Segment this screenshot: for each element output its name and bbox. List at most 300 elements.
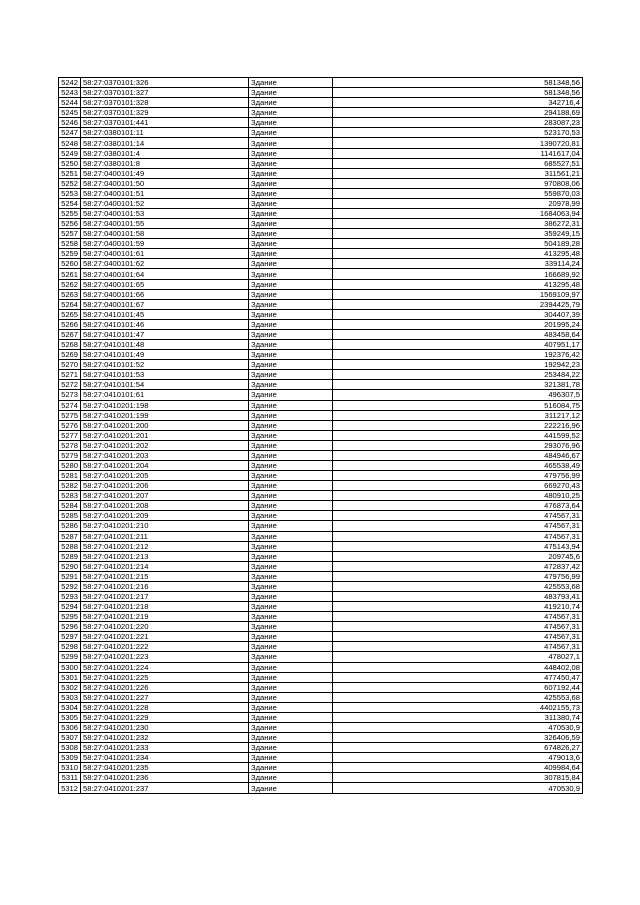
table-row	[59, 642, 583, 652]
row-number-cell: 5267	[59, 329, 81, 339]
object-type-cell: Здание	[249, 763, 333, 773]
object-type-cell: Здание	[249, 138, 333, 148]
row-number-cell: 5312	[59, 783, 81, 793]
table-row	[59, 652, 583, 662]
cadastral-value-cell: 465538,49	[333, 460, 583, 470]
cadastral-value-cell: 311217,12	[333, 410, 583, 420]
table-row	[59, 783, 583, 793]
row-number-cell: 5311	[59, 773, 81, 783]
cadastral-value-cell: 476873,64	[333, 501, 583, 511]
object-type-cell: Здание	[249, 622, 333, 632]
row-number-cell: 5275	[59, 410, 81, 420]
cadastral-number-cell: 58:27:0410201:226	[81, 682, 249, 692]
table-row	[59, 98, 583, 108]
cadastral-value-cell: 607192,44	[333, 682, 583, 692]
object-type-cell: Здание	[249, 400, 333, 410]
object-type-cell: Здание	[249, 460, 333, 470]
cadastral-value-cell: 474567,31	[333, 632, 583, 642]
row-number-cell: 5293	[59, 591, 81, 601]
cadastral-value-cell: 474567,31	[333, 531, 583, 541]
row-number-cell: 5283	[59, 491, 81, 501]
row-number-cell: 5284	[59, 501, 81, 511]
cadastral-number-cell: 58:27:0380101:4	[81, 148, 249, 158]
cadastral-value-cell: 496307,5	[333, 390, 583, 400]
cadastral-value-cell: 413295,48	[333, 279, 583, 289]
table-row	[59, 712, 583, 722]
cadastral-value-cell: 326406,59	[333, 733, 583, 743]
table-row	[59, 118, 583, 128]
object-type-cell: Здание	[249, 743, 333, 753]
table-row	[59, 561, 583, 571]
cadastral-number-cell: 58:27:0410201:201	[81, 430, 249, 440]
cadastral-number-cell: 58:27:0380101:8	[81, 158, 249, 168]
row-number-cell: 5248	[59, 138, 81, 148]
cadastral-value-cell: 448402,08	[333, 662, 583, 672]
object-type-cell: Здание	[249, 501, 333, 511]
object-type-cell: Здание	[249, 581, 333, 591]
cadastral-number-cell: 58:27:0410201:209	[81, 511, 249, 521]
cadastral-value-cell: 419210,74	[333, 602, 583, 612]
cadastral-value-cell: 386272,31	[333, 219, 583, 229]
cadastral-number-cell: 58:27:0410201:213	[81, 551, 249, 561]
cadastral-value-cell: 516084,75	[333, 400, 583, 410]
table-row	[59, 198, 583, 208]
cadastral-value-cell: 475143,94	[333, 541, 583, 551]
row-number-cell: 5297	[59, 632, 81, 642]
table-row	[59, 410, 583, 420]
table-row	[59, 581, 583, 591]
cadastral-number-cell: 58:27:0410201:235	[81, 763, 249, 773]
cadastral-value-cell: 311561,21	[333, 168, 583, 178]
table-row	[59, 370, 583, 380]
cadastral-number-cell: 58:27:0410201:227	[81, 692, 249, 702]
object-type-cell: Здание	[249, 289, 333, 299]
object-type-cell: Здание	[249, 380, 333, 390]
cadastral-number-cell: 58:27:0410101:53	[81, 370, 249, 380]
cadastral-value-cell: 480910,25	[333, 491, 583, 501]
table-row	[59, 571, 583, 581]
row-number-cell: 5254	[59, 198, 81, 208]
cadastral-number-cell: 58:27:0410101:48	[81, 340, 249, 350]
cadastral-number-cell: 58:27:0410201:204	[81, 460, 249, 470]
object-type-cell: Здание	[249, 531, 333, 541]
table-row	[59, 219, 583, 229]
cadastral-value-cell: 283087,23	[333, 118, 583, 128]
cadastral-number-cell: 58:27:0410201:215	[81, 571, 249, 581]
cadastral-value-cell: 474567,31	[333, 511, 583, 521]
table-row	[59, 632, 583, 642]
cadastral-number-cell: 58:27:0410201:198	[81, 400, 249, 410]
object-type-cell: Здание	[249, 78, 333, 88]
cadastral-value-cell: 474567,31	[333, 521, 583, 531]
table-row	[59, 279, 583, 289]
cadastral-number-cell: 58:27:0410201:230	[81, 723, 249, 733]
row-number-cell: 5296	[59, 622, 81, 632]
object-type-cell: Здание	[249, 88, 333, 98]
cadastral-number-cell: 58:27:0400101:61	[81, 249, 249, 259]
table-row	[59, 138, 583, 148]
cadastral-value-cell: 209745,6	[333, 551, 583, 561]
cadastral-value-cell: 674826,27	[333, 743, 583, 753]
object-type-cell: Здание	[249, 541, 333, 551]
row-number-cell: 5249	[59, 148, 81, 158]
object-type-cell: Здание	[249, 440, 333, 450]
cadastral-number-cell: 58:27:0410201:208	[81, 501, 249, 511]
cadastral-number-cell: 58:27:0410201:237	[81, 783, 249, 793]
row-number-cell: 5280	[59, 460, 81, 470]
row-number-cell: 5279	[59, 450, 81, 460]
cadastral-number-cell: 58:27:0370101:327	[81, 88, 249, 98]
cadastral-value-cell: 470530,9	[333, 723, 583, 733]
table-row	[59, 511, 583, 521]
cadastral-number-cell: 58:27:0410201:232	[81, 733, 249, 743]
table-row	[59, 340, 583, 350]
cadastral-value-cell: 474567,31	[333, 622, 583, 632]
object-type-cell: Здание	[249, 783, 333, 793]
row-number-cell: 5290	[59, 561, 81, 571]
object-type-cell: Здание	[249, 420, 333, 430]
cadastral-number-cell: 58:27:0410201:202	[81, 440, 249, 450]
row-number-cell: 5305	[59, 712, 81, 722]
table-row	[59, 108, 583, 118]
row-number-cell: 5262	[59, 279, 81, 289]
table-row	[59, 481, 583, 491]
cadastral-number-cell: 58:27:0410201:218	[81, 602, 249, 612]
row-number-cell: 5261	[59, 269, 81, 279]
cadastral-value-cell: 294188,69	[333, 108, 583, 118]
row-number-cell: 5285	[59, 511, 81, 521]
row-number-cell: 5288	[59, 541, 81, 551]
cadastral-number-cell: 58:27:0400101:58	[81, 229, 249, 239]
row-number-cell: 5276	[59, 420, 81, 430]
object-type-cell: Здание	[249, 551, 333, 561]
object-type-cell: Здание	[249, 390, 333, 400]
cadastral-number-cell: 58:27:0410201:234	[81, 753, 249, 763]
object-type-cell: Здание	[249, 642, 333, 652]
table-row	[59, 753, 583, 763]
cadastral-value-cell: 483458,64	[333, 329, 583, 339]
cadastral-number-cell: 58:27:0400101:66	[81, 289, 249, 299]
row-number-cell: 5246	[59, 118, 81, 128]
cadastral-value-cell: 483793,41	[333, 591, 583, 601]
cadastral-number-cell: 58:27:0410101:49	[81, 350, 249, 360]
row-number-cell: 5309	[59, 753, 81, 763]
cadastral-value-cell: 425553,68	[333, 581, 583, 591]
row-number-cell: 5242	[59, 78, 81, 88]
cadastral-number-cell: 58:27:0400101:49	[81, 168, 249, 178]
object-type-cell: Здание	[249, 209, 333, 219]
table-body	[59, 78, 583, 794]
object-type-cell: Здание	[249, 259, 333, 269]
object-type-cell: Здание	[249, 733, 333, 743]
object-type-cell: Здание	[249, 632, 333, 642]
object-type-cell: Здание	[249, 591, 333, 601]
row-number-cell: 5302	[59, 682, 81, 692]
cadastral-number-cell: 58:27:0400101:64	[81, 269, 249, 279]
table-row	[59, 329, 583, 339]
cadastral-value-cell: 311380,74	[333, 712, 583, 722]
cadastral-value-cell: 477450,47	[333, 672, 583, 682]
cadastral-value-cell: 479756,99	[333, 571, 583, 581]
cadastral-value-cell: 407951,17	[333, 340, 583, 350]
cadastral-value-cell: 479756,99	[333, 471, 583, 481]
table-row	[59, 471, 583, 481]
object-type-cell: Здание	[249, 128, 333, 138]
cadastral-value-cell: 339114,24	[333, 259, 583, 269]
object-type-cell: Здание	[249, 450, 333, 460]
cadastral-number-cell: 58:27:0400101:50	[81, 178, 249, 188]
table-row	[59, 491, 583, 501]
cadastral-value-cell: 1684063,94	[333, 209, 583, 219]
table-row	[59, 380, 583, 390]
table-row	[59, 602, 583, 612]
object-type-cell: Здание	[249, 350, 333, 360]
table-row	[59, 440, 583, 450]
row-number-cell: 5281	[59, 471, 81, 481]
cadastral-number-cell: 58:27:0410201:229	[81, 712, 249, 722]
table-row	[59, 400, 583, 410]
cadastral-number-cell: 58:27:0400101:67	[81, 299, 249, 309]
object-type-cell: Здание	[249, 410, 333, 420]
object-type-cell: Здание	[249, 158, 333, 168]
cadastral-value-cell: 342716,4	[333, 98, 583, 108]
cadastral-number-cell: 58:27:0400101:59	[81, 239, 249, 249]
table-row	[59, 390, 583, 400]
table-row	[59, 763, 583, 773]
table-row	[59, 309, 583, 319]
table-row	[59, 360, 583, 370]
cadastral-number-cell: 58:27:0410201:225	[81, 672, 249, 682]
object-type-cell: Здание	[249, 723, 333, 733]
object-type-cell: Здание	[249, 753, 333, 763]
table-row	[59, 319, 583, 329]
cadastral-value-cell: 484946,67	[333, 450, 583, 460]
object-type-cell: Здание	[249, 672, 333, 682]
object-type-cell: Здание	[249, 108, 333, 118]
cadastral-number-cell: 58:27:0410201:205	[81, 471, 249, 481]
object-type-cell: Здание	[249, 511, 333, 521]
object-type-cell: Здание	[249, 148, 333, 158]
cadastral-value-cell: 523170,53	[333, 128, 583, 138]
row-number-cell: 5299	[59, 652, 81, 662]
cadastral-value-cell: 504189,28	[333, 239, 583, 249]
cadastral-number-cell: 58:27:0410201:206	[81, 481, 249, 491]
row-number-cell: 5294	[59, 602, 81, 612]
row-number-cell: 5292	[59, 581, 81, 591]
row-number-cell: 5266	[59, 319, 81, 329]
cadastral-value-cell: 4402155,73	[333, 702, 583, 712]
object-type-cell: Здание	[249, 481, 333, 491]
row-number-cell: 5256	[59, 219, 81, 229]
cadastral-value-cell: 425553,68	[333, 692, 583, 702]
row-number-cell: 5263	[59, 289, 81, 299]
cadastral-number-cell: 58:27:0410201:210	[81, 521, 249, 531]
cadastral-number-cell: 58:27:0400101:53	[81, 209, 249, 219]
cadastral-number-cell: 58:27:0400101:51	[81, 188, 249, 198]
cadastral-value-cell: 192942,23	[333, 360, 583, 370]
cadastral-number-cell: 58:27:0410201:223	[81, 652, 249, 662]
table-row	[59, 591, 583, 601]
object-type-cell: Здание	[249, 118, 333, 128]
cadastral-number-cell: 58:27:0410101:46	[81, 319, 249, 329]
row-number-cell: 5307	[59, 733, 81, 743]
cadastral-value-table	[58, 77, 583, 794]
cadastral-number-cell: 58:27:0410201:219	[81, 612, 249, 622]
table-row	[59, 551, 583, 561]
cadastral-value-cell: 685527,51	[333, 158, 583, 168]
table-row	[59, 88, 583, 98]
object-type-cell: Здание	[249, 178, 333, 188]
table-row	[59, 229, 583, 239]
cadastral-value-cell: 321381,78	[333, 380, 583, 390]
cadastral-value-cell: 669270,43	[333, 481, 583, 491]
row-number-cell: 5255	[59, 209, 81, 219]
row-number-cell: 5289	[59, 551, 81, 561]
table-row	[59, 299, 583, 309]
cadastral-number-cell: 58:27:0410201:220	[81, 622, 249, 632]
table-row	[59, 259, 583, 269]
cadastral-value-cell: 1569109,97	[333, 289, 583, 299]
table-row	[59, 541, 583, 551]
object-type-cell: Здание	[249, 319, 333, 329]
object-type-cell: Здание	[249, 652, 333, 662]
row-number-cell: 5308	[59, 743, 81, 753]
row-number-cell: 5282	[59, 481, 81, 491]
object-type-cell: Здание	[249, 168, 333, 178]
row-number-cell: 5277	[59, 430, 81, 440]
row-number-cell: 5251	[59, 168, 81, 178]
object-type-cell: Здание	[249, 188, 333, 198]
row-number-cell: 5273	[59, 390, 81, 400]
cadastral-number-cell: 58:27:0410201:224	[81, 662, 249, 672]
table-row	[59, 460, 583, 470]
table-row	[59, 239, 583, 249]
object-type-cell: Здание	[249, 229, 333, 239]
row-number-cell: 5271	[59, 370, 81, 380]
cadastral-number-cell: 58:27:0410201:203	[81, 450, 249, 460]
cadastral-value-cell: 581348,56	[333, 88, 583, 98]
cadastral-number-cell: 58:27:0410101:45	[81, 309, 249, 319]
row-number-cell: 5306	[59, 723, 81, 733]
row-number-cell: 5260	[59, 259, 81, 269]
cadastral-number-cell: 58:27:0410201:222	[81, 642, 249, 652]
row-number-cell: 5265	[59, 309, 81, 319]
cadastral-value-cell: 472837,42	[333, 561, 583, 571]
cadastral-value-cell: 1390720,81	[333, 138, 583, 148]
table-row	[59, 743, 583, 753]
object-type-cell: Здание	[249, 299, 333, 309]
row-number-cell: 5303	[59, 692, 81, 702]
table-row	[59, 682, 583, 692]
object-type-cell: Здание	[249, 370, 333, 380]
object-type-cell: Здание	[249, 602, 333, 612]
object-type-cell: Здание	[249, 98, 333, 108]
cadastral-value-cell: 1141617,04	[333, 148, 583, 158]
cadastral-number-cell: 58:27:0410101:54	[81, 380, 249, 390]
row-number-cell: 5291	[59, 571, 81, 581]
object-type-cell: Здание	[249, 491, 333, 501]
cadastral-value-cell: 470530,9	[333, 783, 583, 793]
cadastral-value-cell: 409984,64	[333, 763, 583, 773]
cadastral-number-cell: 58:27:0410201:214	[81, 561, 249, 571]
table-row	[59, 148, 583, 158]
cadastral-number-cell: 58:27:0380101:14	[81, 138, 249, 148]
row-number-cell: 5259	[59, 249, 81, 259]
cadastral-number-cell: 58:27:0410201:199	[81, 410, 249, 420]
table-row	[59, 209, 583, 219]
table-row	[59, 672, 583, 682]
table-row	[59, 269, 583, 279]
object-type-cell: Здание	[249, 329, 333, 339]
table-row	[59, 350, 583, 360]
cadastral-value-cell: 2394425,79	[333, 299, 583, 309]
cadastral-value-cell: 413295,48	[333, 249, 583, 259]
object-type-cell: Здание	[249, 340, 333, 350]
object-type-cell: Здание	[249, 561, 333, 571]
table-row	[59, 420, 583, 430]
cadastral-value-cell: 307815,84	[333, 773, 583, 783]
cadastral-value-cell: 166689,92	[333, 269, 583, 279]
object-type-cell: Здание	[249, 430, 333, 440]
object-type-cell: Здание	[249, 712, 333, 722]
object-type-cell: Здание	[249, 360, 333, 370]
cadastral-number-cell: 58:27:0380101:11	[81, 128, 249, 138]
row-number-cell: 5253	[59, 188, 81, 198]
row-number-cell: 5278	[59, 440, 81, 450]
row-number-cell: 5301	[59, 672, 81, 682]
row-number-cell: 5264	[59, 299, 81, 309]
row-number-cell: 5287	[59, 531, 81, 541]
object-type-cell: Здание	[249, 249, 333, 259]
object-type-cell: Здание	[249, 269, 333, 279]
cadastral-value-cell: 359249,15	[333, 229, 583, 239]
row-number-cell: 5247	[59, 128, 81, 138]
row-number-cell: 5243	[59, 88, 81, 98]
cadastral-value-cell: 581348,56	[333, 78, 583, 88]
row-number-cell: 5268	[59, 340, 81, 350]
table-row	[59, 450, 583, 460]
cadastral-number-cell: 58:27:0370101:328	[81, 98, 249, 108]
cadastral-value-cell: 192376,42	[333, 350, 583, 360]
table-row	[59, 662, 583, 672]
object-type-cell: Здание	[249, 571, 333, 581]
cadastral-number-cell: 58:27:0400101:65	[81, 279, 249, 289]
object-type-cell: Здание	[249, 773, 333, 783]
object-type-cell: Здание	[249, 612, 333, 622]
cadastral-number-cell: 58:27:0370101:441	[81, 118, 249, 128]
table-row	[59, 692, 583, 702]
row-number-cell: 5286	[59, 521, 81, 531]
cadastral-value-cell: 479013,6	[333, 753, 583, 763]
object-type-cell: Здание	[249, 279, 333, 289]
row-number-cell: 5244	[59, 98, 81, 108]
row-number-cell: 5272	[59, 380, 81, 390]
cadastral-number-cell: 58:27:0410201:200	[81, 420, 249, 430]
cadastral-value-cell: 478027,1	[333, 652, 583, 662]
cadastral-number-cell: 58:27:0410201:228	[81, 702, 249, 712]
object-type-cell: Здание	[249, 521, 333, 531]
cadastral-number-cell: 58:27:0410201:212	[81, 541, 249, 551]
table-row	[59, 178, 583, 188]
row-number-cell: 5257	[59, 229, 81, 239]
object-type-cell: Здание	[249, 219, 333, 229]
row-number-cell: 5304	[59, 702, 81, 712]
table-row	[59, 128, 583, 138]
row-number-cell: 5310	[59, 763, 81, 773]
row-number-cell: 5252	[59, 178, 81, 188]
cadastral-value-cell: 293076,96	[333, 440, 583, 450]
cadastral-number-cell: 58:27:0410201:216	[81, 581, 249, 591]
